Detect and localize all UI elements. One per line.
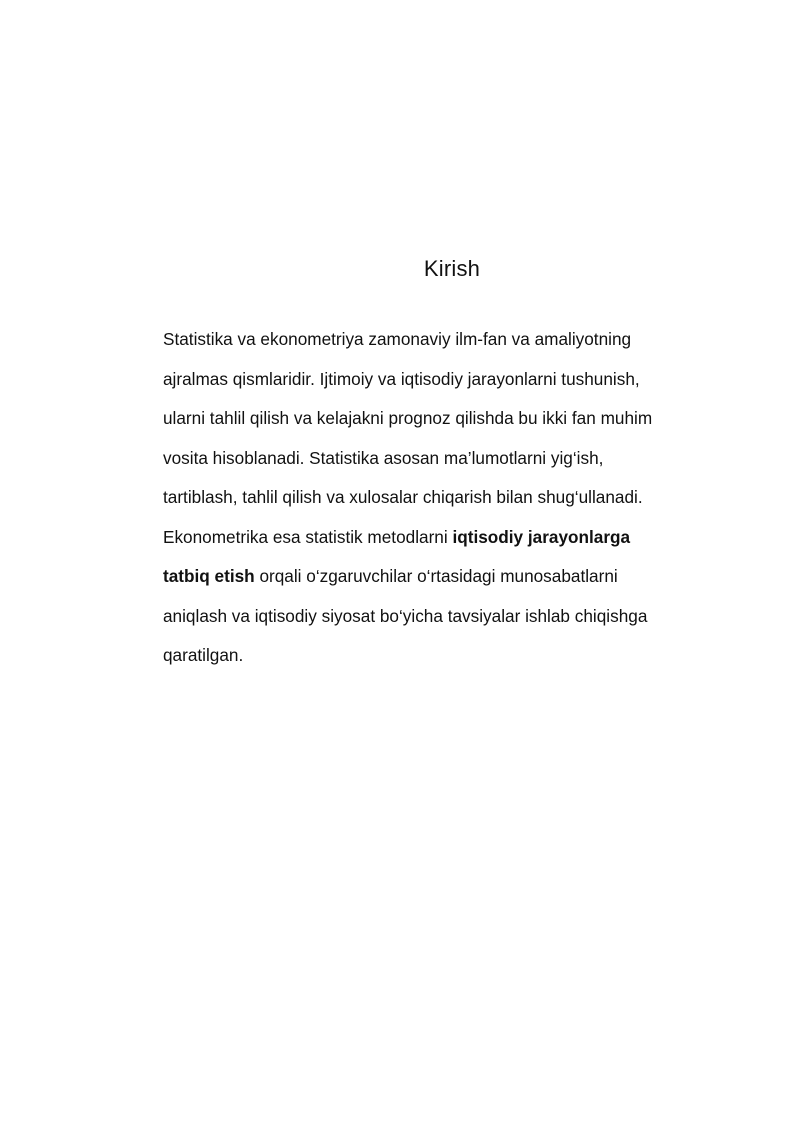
intro-paragraph	[163, 320, 733, 676]
paragraph-line: Statistika va ekonometriya zamonaviy ilm-fan va amaliyotning	[163, 329, 632, 349]
title-text: Kirish	[423, 256, 481, 281]
paragraph-line	[163, 518, 733, 558]
paragraph-line	[163, 557, 733, 597]
bold-phrase: tatbiq etish	[163, 566, 255, 586]
paragraph-line: ajralmas qismlaridir. Ijtimoiy va iqtisodiy jarayonlarni tushunish,	[163, 368, 640, 389]
line-text: orqali o‘zgaruvchilar o‘rtasidagi munosabatlarni	[254, 566, 618, 586]
bold-phrase: iqtisodiy jarayonlarga	[452, 526, 631, 547]
paragraph-line: vosita hisoblanadi. Statistika asosan ma’lumotlarni yig‘ish,	[163, 447, 604, 468]
paragraph-line: qaratilgan.	[163, 645, 244, 665]
paragraph-line: tartiblash, tahlil qilish va xulosalar chiqarish bilan shug‘ullanadi.	[163, 487, 643, 507]
line-text: Ekonometrika esa statistik metodlarni	[163, 526, 453, 547]
paragraph-line: aniqlash va iqtisodiy siyosat bo‘yicha tavsiyalar ishlab chiqishga	[163, 605, 648, 626]
paragraph-line: ularni tahlil qilish va kelajakni prognoz qilishda bu ikki fan muhim	[163, 408, 653, 428]
page-title	[163, 254, 741, 284]
